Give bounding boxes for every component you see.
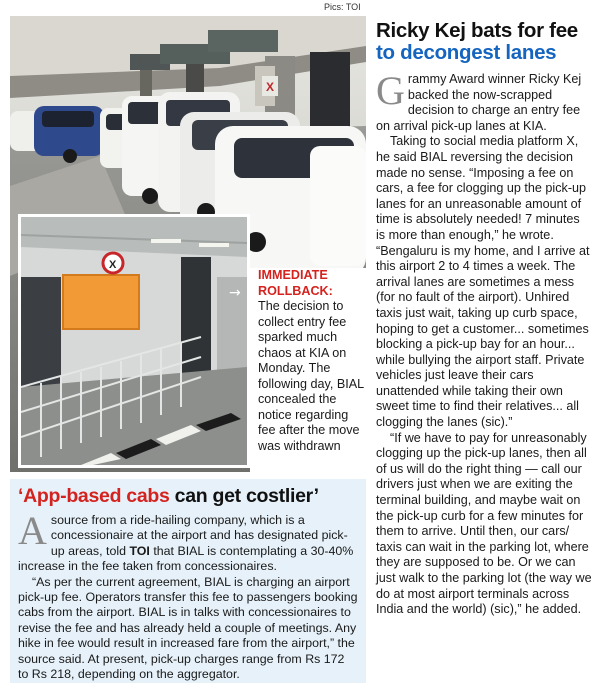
kej-paragraph-2: Taking to social media platform X, he said BIAL reversing the decision made no sense. “Imposing a fee on cars, a fee for clogging up the pick-up lanes for an unreasonable amount of time is absolutely needed! 7 minutes is more than enough,” he wrote. “Bengaluru is my home, and I arrive at this airport 2 to 4 times a week. The arrival lanes are sometimes a mess (for no fault of the airport). Unhired taxis just wait, taking up curb space, hoping to get a customer... sometimes blocking a pick-up bay for an hour... while bullying the airport staff. Private vehicles just leave their cars unattended while taking their own sweet time to find their relatives... all clogging the lanes (sic).” xyxy=(376,134,590,430)
cabs-paragraph-1 xyxy=(18,508,358,575)
cabs-paragraph-2: “As per the current agreement, BIAL is charging an airport pick-up fee. Operators transfer this fee to passengers booking cabs from the airport. BIAL is in talks with concessionaires to revise the fee and has already held a couple of meetings. Any hike in fee would result in increased fare from the airport,” the source said. At present, pick-up charges range from Rs 172 to Rs 218, depending on the aggregator. xyxy=(18,574,358,682)
cabs-headline-red: ‘App-based cabs xyxy=(18,485,170,507)
kej-story-body xyxy=(376,68,592,618)
kej-headline xyxy=(376,20,592,64)
photo-caption xyxy=(258,268,368,454)
kej-headline-line2: to decongest lanes xyxy=(376,41,557,64)
terminal-inset-illustration xyxy=(21,217,247,465)
kej-paragraph-3: “If we have to pay for unreasonably clogging up the pick-up lanes, then all of us will do the right thing — call our drivers just when we are exiting the terminal building, and maybe wait on the pick-up curb for a few minutes for them to arrive. Until then, our cars/ taxis can wait in the parking lot, where they are supposed to be. Or we can just walk to the parking lot (the way we do at most airport terminals across India and the world) (sic),” he added. xyxy=(376,430,592,617)
direction-arrow-sign: → xyxy=(229,285,241,301)
kej-paragraph-1-text: rammy Award winner Ricky Kej backed the now-scrapped decision to charge an entry fee on arrival pick-up lanes at KIA. xyxy=(376,72,582,133)
cabs-dropcap: A xyxy=(18,508,47,553)
terminal-inset-photo xyxy=(18,214,250,468)
kej-headline-line1: Ricky Kej bats for fee xyxy=(376,19,578,42)
cabs-paragraph-1-toi: TOI xyxy=(129,543,150,558)
caption-head: IMMEDIATE ROLLBACK: xyxy=(258,268,333,298)
cabs-story-box xyxy=(10,479,366,683)
cabs-story-body xyxy=(18,508,358,682)
cabs-headline xyxy=(18,485,358,507)
orange-board xyxy=(63,275,139,329)
kej-story xyxy=(376,20,592,618)
cabs-headline-black: can get costlier’ xyxy=(174,485,319,507)
cabs-paragraph-1-a: source from a ride-hailing company, which is a concessionaire at the airport and has designated pick-up areas, told xyxy=(50,513,348,558)
kej-paragraph-1 xyxy=(376,68,592,134)
caption-text: The decision to collect entry fee sparked much chaos at KIA on Monday. The following day, BIAL concealed the notice regarding fee after the move was withdrawn xyxy=(258,299,364,453)
kej-dropcap: G xyxy=(376,68,405,113)
photo-credit: Pics: TOI xyxy=(324,2,361,12)
no-entry-sign-label: X xyxy=(109,259,117,271)
cabs-paragraph-1-b: that BIAL is contemplating a 30-40% increase in the fee taken from concessionaires. xyxy=(18,543,354,574)
svg-text:X: X xyxy=(266,80,275,94)
